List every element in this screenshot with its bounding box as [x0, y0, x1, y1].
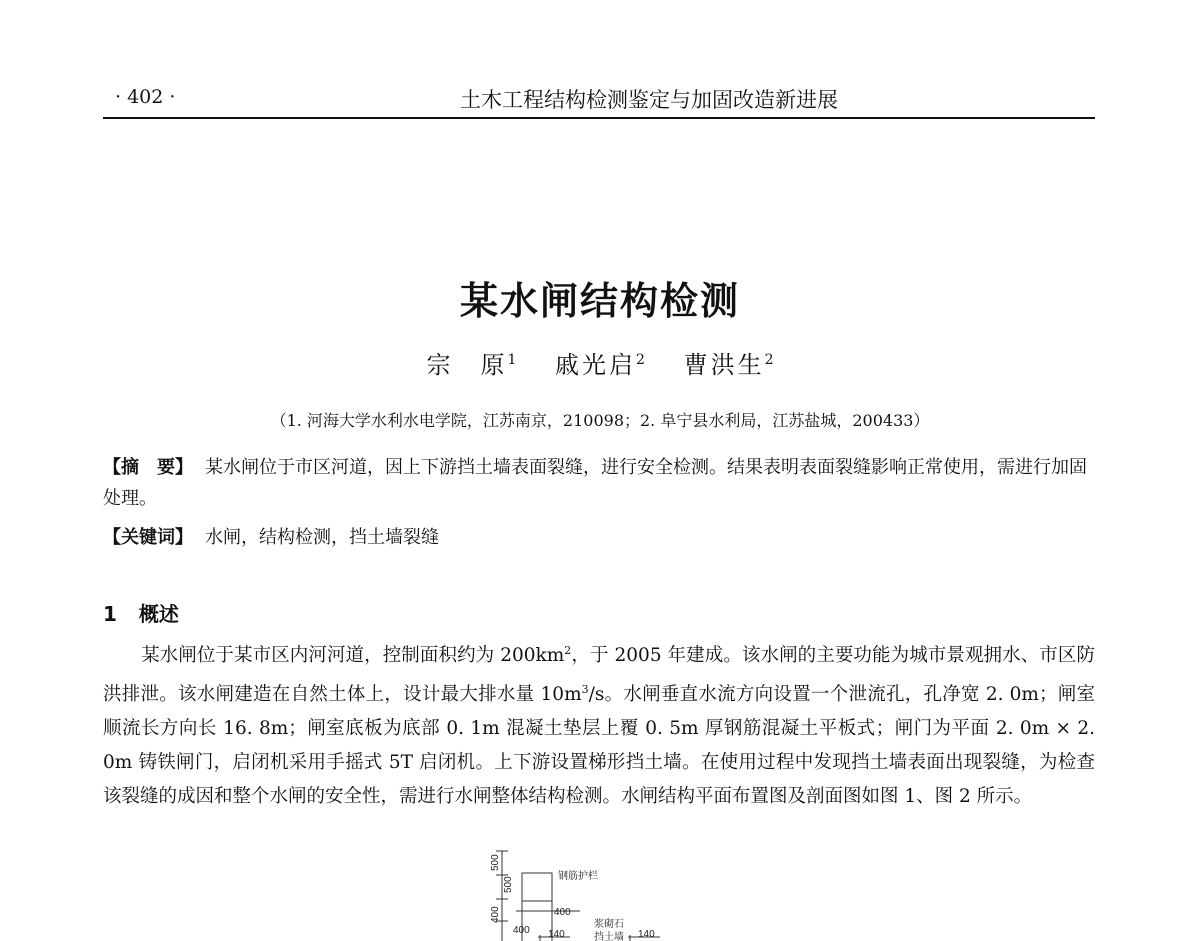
figure-label: 500 — [490, 854, 501, 871]
figure-label: 钢筋护栏 — [558, 871, 598, 882]
keywords-label: 【关键词】 — [103, 527, 193, 548]
figure-label: 400 — [513, 925, 530, 936]
abstract-text: 某水闸位于市区河道，因上下游挡土墙表面裂缝，进行安全检测。结果表明表面裂缝影响正常使用，需进行加固处理。 — [103, 457, 1087, 509]
author: 戚光启$^2$ — [555, 351, 645, 379]
figure-label: 400 — [554, 907, 571, 918]
abstract-label: 【摘 要】 — [103, 457, 193, 478]
figure-label: 500 — [503, 876, 514, 893]
page-header — [103, 82, 1095, 112]
figure-label: 400 — [490, 906, 501, 923]
header-rule — [103, 117, 1095, 119]
section-heading — [103, 598, 179, 627]
section-number: 1 — [103, 602, 117, 626]
author: 曹洪生$^2$ — [683, 351, 774, 379]
author: 宗 原$^1$ — [426, 351, 517, 379]
author-list — [0, 345, 1200, 380]
figure-label: 140 — [638, 929, 655, 940]
running-title: 土木工程结构检测鉴定与加固改造新进展 — [460, 88, 838, 112]
keywords — [103, 522, 1095, 553]
affiliation: （1. 河海大学水利水电学院，江苏南京，210098；2. 阜宁县水利局，江苏盐城，200433） — [270, 411, 930, 430]
figure-label: 浆砌石 — [594, 919, 624, 930]
figure-label: 挡土墙 — [594, 932, 624, 941]
figure-1-drawing — [480, 845, 700, 941]
keywords-text: 水闸，结构检测，挡土墙裂缝 — [205, 527, 439, 548]
figure-label: 140 — [548, 929, 565, 940]
paper-title: 某水闸结构检测 — [459, 279, 740, 323]
abstract — [103, 452, 1095, 514]
page-number: · 402 · — [115, 86, 176, 108]
body-paragraph: 某水闸位于某市区内河河道，控制面积约为 $200km^2$，于 2005 年建成。该水闸的主要功能为城市景观拥水、市区防洪排泄。该水闸建造在自然土体上，设计最大排水量 $10m^3/s$。水闸垂直水流方向设置一个泄流孔，孔净宽 2. 0m；闸室顺流长方向长 16. 8m；闸室底板为底部 0. 1m 混凝土垫层上覆 0. 5m 厚钢筋混凝土平板式；闸门为平面 2. 0m × 2. 0m 铸铁闸门，启闭机采用手摇式 5T 启闭机。上下游设置梯形挡土墙。在使用过程中发现挡土墙表面出现裂缝，为检查该裂缝的成因和整个水闸的安全性，需进行水闸整体结构检测。水闸结构平面布置图及剖面图如图 1、图 2 所示。 — [103, 644, 1095, 808]
section-title: 概述 — [138, 602, 179, 626]
